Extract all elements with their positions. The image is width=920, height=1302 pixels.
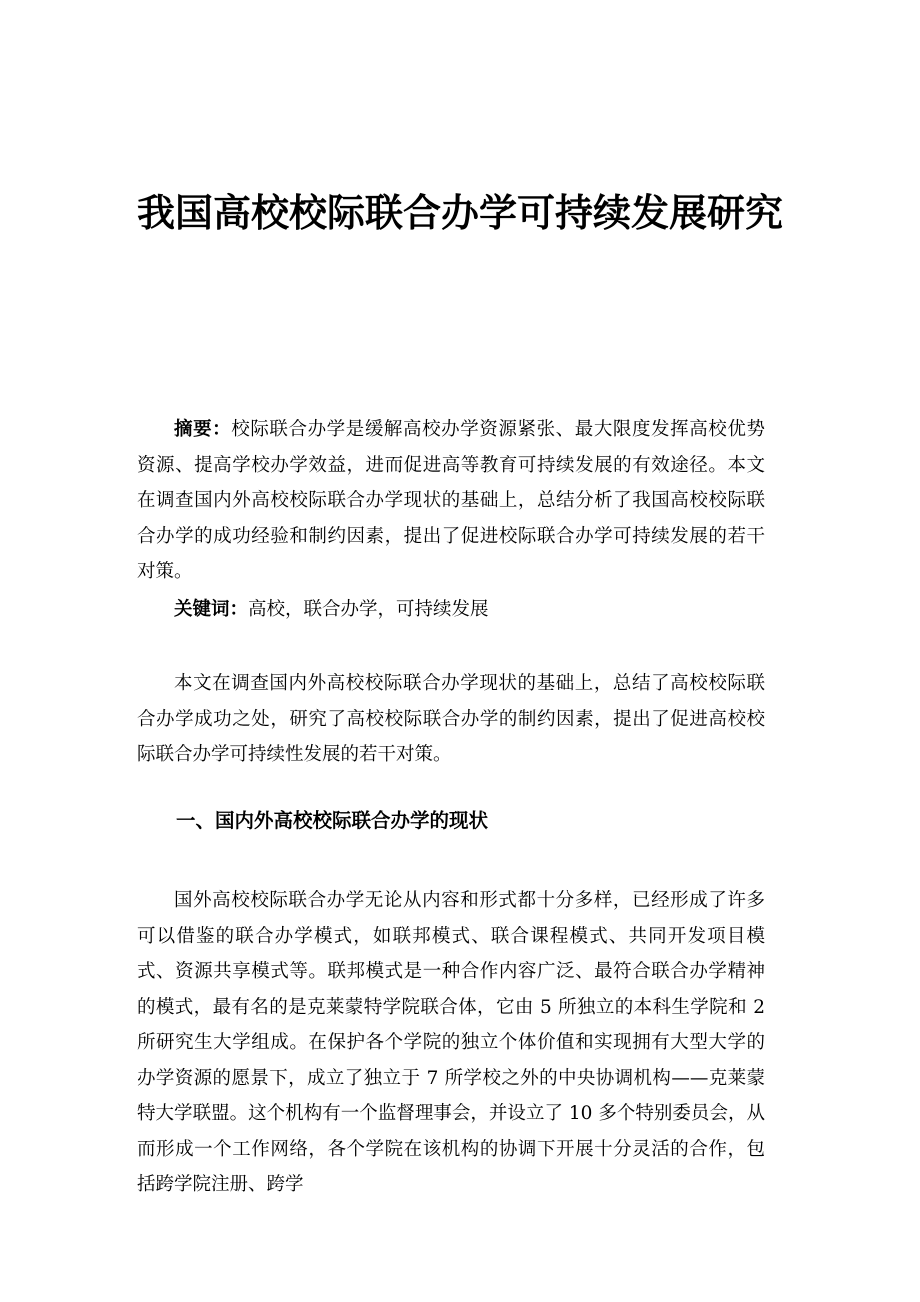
document-title: 我国高校校际联合办学可持续发展研究 <box>136 190 783 235</box>
keywords-text: 高校，联合办学，可持续发展 <box>248 599 489 620</box>
abstract-label: 摘要： <box>174 419 232 440</box>
section-1-heading: 一、国内外高校校际联合办学的现状 <box>176 809 489 832</box>
keywords-label: 关键词： <box>174 599 249 620</box>
section-1-paragraph: 国外高校校际联合办学无论从内容和形式都十分多样，已经形成了许多可以借鉴的联合办学模式，如联邦模式、联合课程模式、共同开发项目模式、资源共享模式等。联邦模式是一种合作内容广泛、最符合联合办学精神的模式，最有名的是克莱蒙特学院联合体，它由 5 所独立的本科生学院和 2 所研究生大学组成。在保护各个学院的独立个体价值和实现拥有大型大学的办学资源的愿景下，成立了独立于 7 所学校之外的中央协调机构——克莱蒙特大学联盟。这个机构有一个监督理事会，并设立了 10 多个特别委员会，从而形成一个工作网络，各个学院在该机构的协调下开展十分灵活的合作，包括跨学院注册、跨学 <box>137 890 765 1195</box>
abstract-paragraph <box>137 412 765 590</box>
keywords-paragraph <box>137 592 765 628</box>
abstract-text: 校际联合办学是缓解高校办学资源紧张、最大限度发挥高校优势资源、提高学校办学效益，进而促进高等教育可持续发展的有效途径。本文在调查国内外高校校际联合办学现状的基础上，总结分析了我国高校校际联合办学的成功经验和制约因素，提出了促进校际联合办学可持续发展的若干对策。 <box>137 419 765 582</box>
intro-paragraph: 本文在调查国内外高校校际联合办学现状的基础上，总结了高校校际联合办学成功之处，研究了高校校际联合办学的制约因素，提出了促进高校校际联合办学可持续性发展的若干对策。 <box>137 673 765 765</box>
